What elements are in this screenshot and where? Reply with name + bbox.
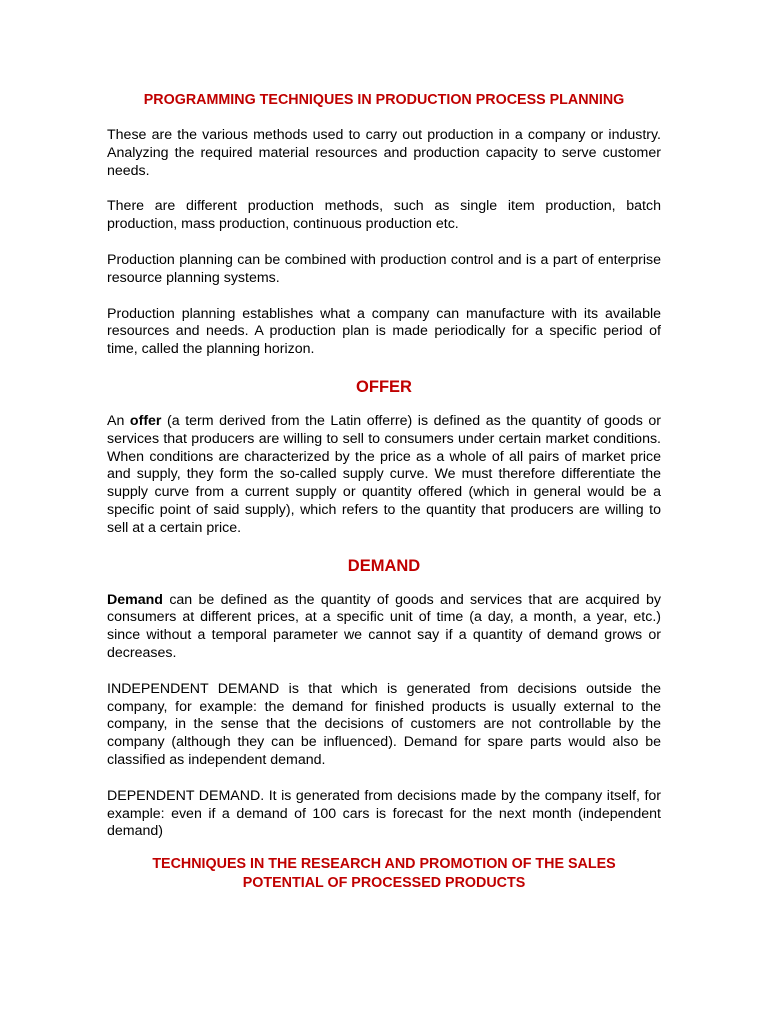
intro-paragraph-4: Production planning establishes what a company can manufacture with its available resources and needs. A production plan is made periodically for a specific period of time, called the planning horizon. [107, 305, 661, 358]
techniques-heading-line-1: TECHNIQUES IN THE RESEARCH AND PROMOTION OF THE SALES [152, 856, 616, 873]
intro-paragraph-2: There are different production methods, such as single item production, batch production, mass production, continuous production etc. [107, 198, 661, 233]
dependent-demand-paragraph: DEPENDENT DEMAND. It is generated from decisions made by the company itself, for example: even if a demand of 100 cars is forecast for the next month (independent demand) [107, 787, 661, 840]
offer-lead-prefix: An [107, 412, 130, 429]
offer-paragraph [107, 413, 661, 538]
demand-definition: can be defined as the quantity of goods and services that are acquired by consumers at different prices, at a specific unit of time (a day, a month, a year, etc.) since without a temporal parameter we cannot say if a quantity of demand grows or decreases. [107, 591, 661, 661]
demand-heading: DEMAND [347, 556, 421, 575]
offer-heading: OFFER [356, 377, 412, 396]
independent-demand-paragraph: INDEPENDENT DEMAND is that which is generated from decisions outside the company, for example: the demand for finished products is usually external to the company, in the sense that the decisions of customers are not controllable by the company (although they can be influenced). Demand for spare parts would also be classified as independent demand. [107, 680, 661, 768]
document-title: PROGRAMMING TECHNIQUES IN PRODUCTION PROCESS PLANNING [143, 92, 625, 108]
offer-term: offer [129, 412, 162, 429]
techniques-heading-line-2: POTENTIAL OF PROCESSED PRODUCTS [242, 875, 526, 892]
offer-definition: (a term derived from the Latin offerre) is defined as the quantity of goods or services that producers are willing to sell to consumers under certain market conditions. When conditions are characterized by the price as a whole of all pairs of market price and supply, they form the so-called supply curve. We must therefore differentiate the supply curve from a current supply or quantity offered (which in general would be a specific point of said supply), which refers to the quantity that producers are willing to sell at a certain price. [107, 412, 661, 536]
demand-term: Demand [107, 591, 163, 608]
techniques-heading [107, 855, 661, 893]
intro-paragraph-3: Production planning can be combined with production control and is a part of enterprise resource planning systems. [107, 251, 661, 286]
demand-paragraph [107, 592, 661, 663]
intro-paragraph-1: These are the various methods used to carry out production in a company or industry. Analyzing the required material resources and production capacity to serve customer needs. [107, 127, 661, 179]
